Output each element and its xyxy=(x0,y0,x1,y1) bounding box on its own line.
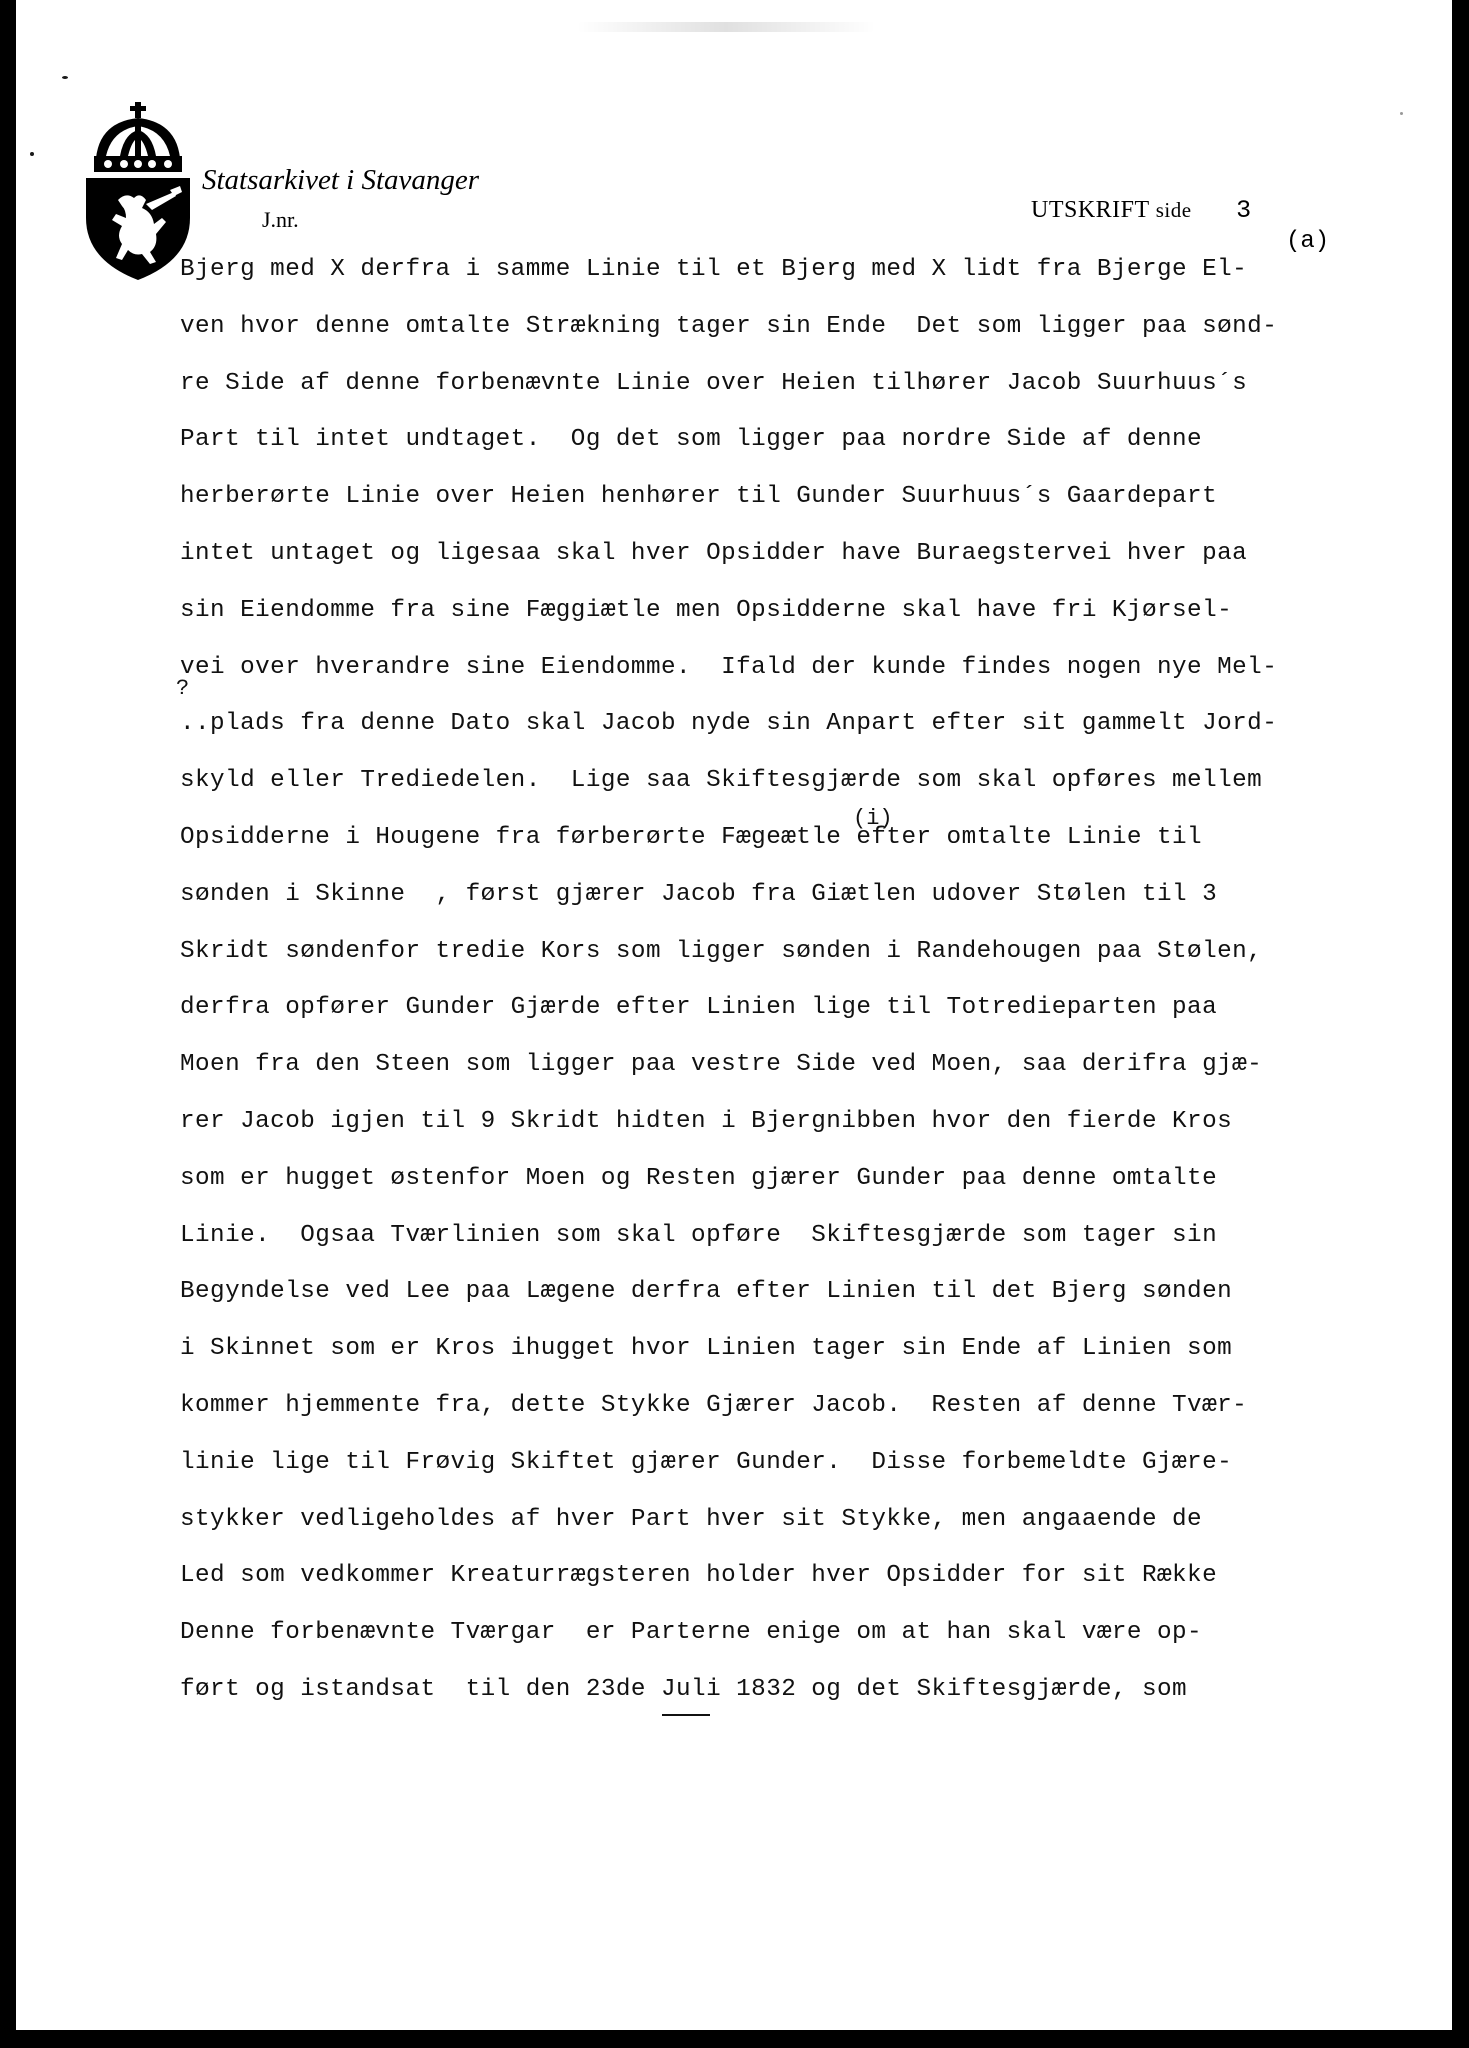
document-page xyxy=(16,0,1452,2030)
journal-number-label: J.nr. xyxy=(262,207,299,232)
text-line: Linie. Ogsaa Tværlinien som skal opføre Skiftesgjærde som tager sin xyxy=(180,1221,1218,1249)
text-line: Moen fra den Steen som ligger paa vestre Side ved Moen, saa derifra gjæ- xyxy=(180,1051,1263,1079)
text-line: sønden i Skinne , først gjærer Jacob fra Giætlen udover Stølen til 3 xyxy=(180,880,1218,908)
text-line: ført og istandsat til den 23de Juli 1832 og det Skiftesgjærde, som xyxy=(180,1675,1188,1703)
page-number: 3 xyxy=(1236,196,1252,225)
text-line: Begyndelse ved Lee paa Lægene derfra efter Linien til det Bjerg sønden xyxy=(180,1278,1233,1306)
text-line: som er hugget østenfor Moen og Resten gjærer Gunder paa denne omtalte xyxy=(180,1164,1218,1192)
text-line: Part til intet undtaget. Og det som ligger paa nordre Side af denne xyxy=(180,426,1203,454)
transcript-body xyxy=(180,252,1420,1729)
transcript-header xyxy=(1031,196,1252,225)
text-line: Denne forbenævnte Tværgar er Parterne enige om at han skal være op- xyxy=(180,1619,1203,1647)
text-line: ..plads fra denne Dato skal Jacob nyde sin Anpart efter sit gammelt Jord- xyxy=(180,710,1278,738)
text-line: intet untaget og ligesaa skal hver Opsidder have Buraegstervei hver paa xyxy=(180,539,1248,567)
text-line: stykker vedligeholdes af hver Part hver sit Stykke, men angaaende de xyxy=(180,1505,1203,1533)
margin-question-mark: ? xyxy=(176,676,190,701)
scan-speck xyxy=(62,76,68,79)
text-line: derfra opfører Gunder Gjærde efter Linien lige til Totredieparten paa xyxy=(180,994,1218,1022)
text-line: Skridt søndenfor tredie Kors som ligger sønden i Randehougen paa Stølen, xyxy=(180,937,1263,965)
text-line: Led som vedkommer Kreaturrægsteren holder hver Opsidder for sit Række xyxy=(180,1562,1218,1590)
scan-smudge xyxy=(576,22,876,32)
text-line: i Skinnet som er Kros ihugget hvor Linien tager sin Ende af Linien som xyxy=(180,1335,1233,1363)
text-line: Bjerg med X derfra i samme Linie til et Bjerg med X lidt fra Bjerge El- xyxy=(180,256,1248,283)
text-line: sin Eiendomme fra sine Fæggiætle men Opsidderne skal have fri Kjørsel- xyxy=(180,596,1233,624)
archive-name: Statsarkivet i Stavanger xyxy=(202,164,480,196)
text-line: rer Jacob igjen til 9 Skridt hidten i Bjergnibben hvor den fierde Kros xyxy=(180,1107,1233,1135)
transcript-label: UTSKRIFT xyxy=(1031,197,1150,223)
text-line: vei over hverandre sine Eiendomme. Ifald der kunde findes nogen nye Mel- xyxy=(180,653,1278,681)
text-line: linie lige til Frøvig Skiftet gjærer Gunder. Disse forbemeldte Gjære- xyxy=(180,1448,1233,1476)
inserted-letter: (i) xyxy=(853,806,893,831)
scan-speck xyxy=(30,152,34,156)
side-label: side xyxy=(1155,198,1192,222)
page-suffix: (a) xyxy=(1286,228,1330,255)
text-line: Opsidderne i Hougene fra førberørte Fægeætle efter omtalte Linie til xyxy=(180,823,1203,851)
text-line: re Side af denne forbenævnte Linie over Heien tilhører Jacob Suurhuus´s xyxy=(180,369,1248,397)
date-underline xyxy=(662,1714,710,1716)
text-line: skyld eller Trediedelen. Lige saa Skiftesgjærde som skal opføres mellem xyxy=(180,767,1263,795)
text-line: herberørte Linie over Heien henhører til Gunder Suurhuus´s Gaardepart xyxy=(180,483,1218,511)
text-line: ven hvor denne omtalte Strækning tager sin Ende Det som ligger paa sønd- xyxy=(180,312,1278,340)
text-line: kommer hjemmente fra, dette Stykke Gjærer Jacob. Resten af denne Tvær- xyxy=(180,1391,1248,1419)
norwegian-coat-of-arms-icon xyxy=(82,100,194,282)
scan-speck xyxy=(1400,112,1403,115)
